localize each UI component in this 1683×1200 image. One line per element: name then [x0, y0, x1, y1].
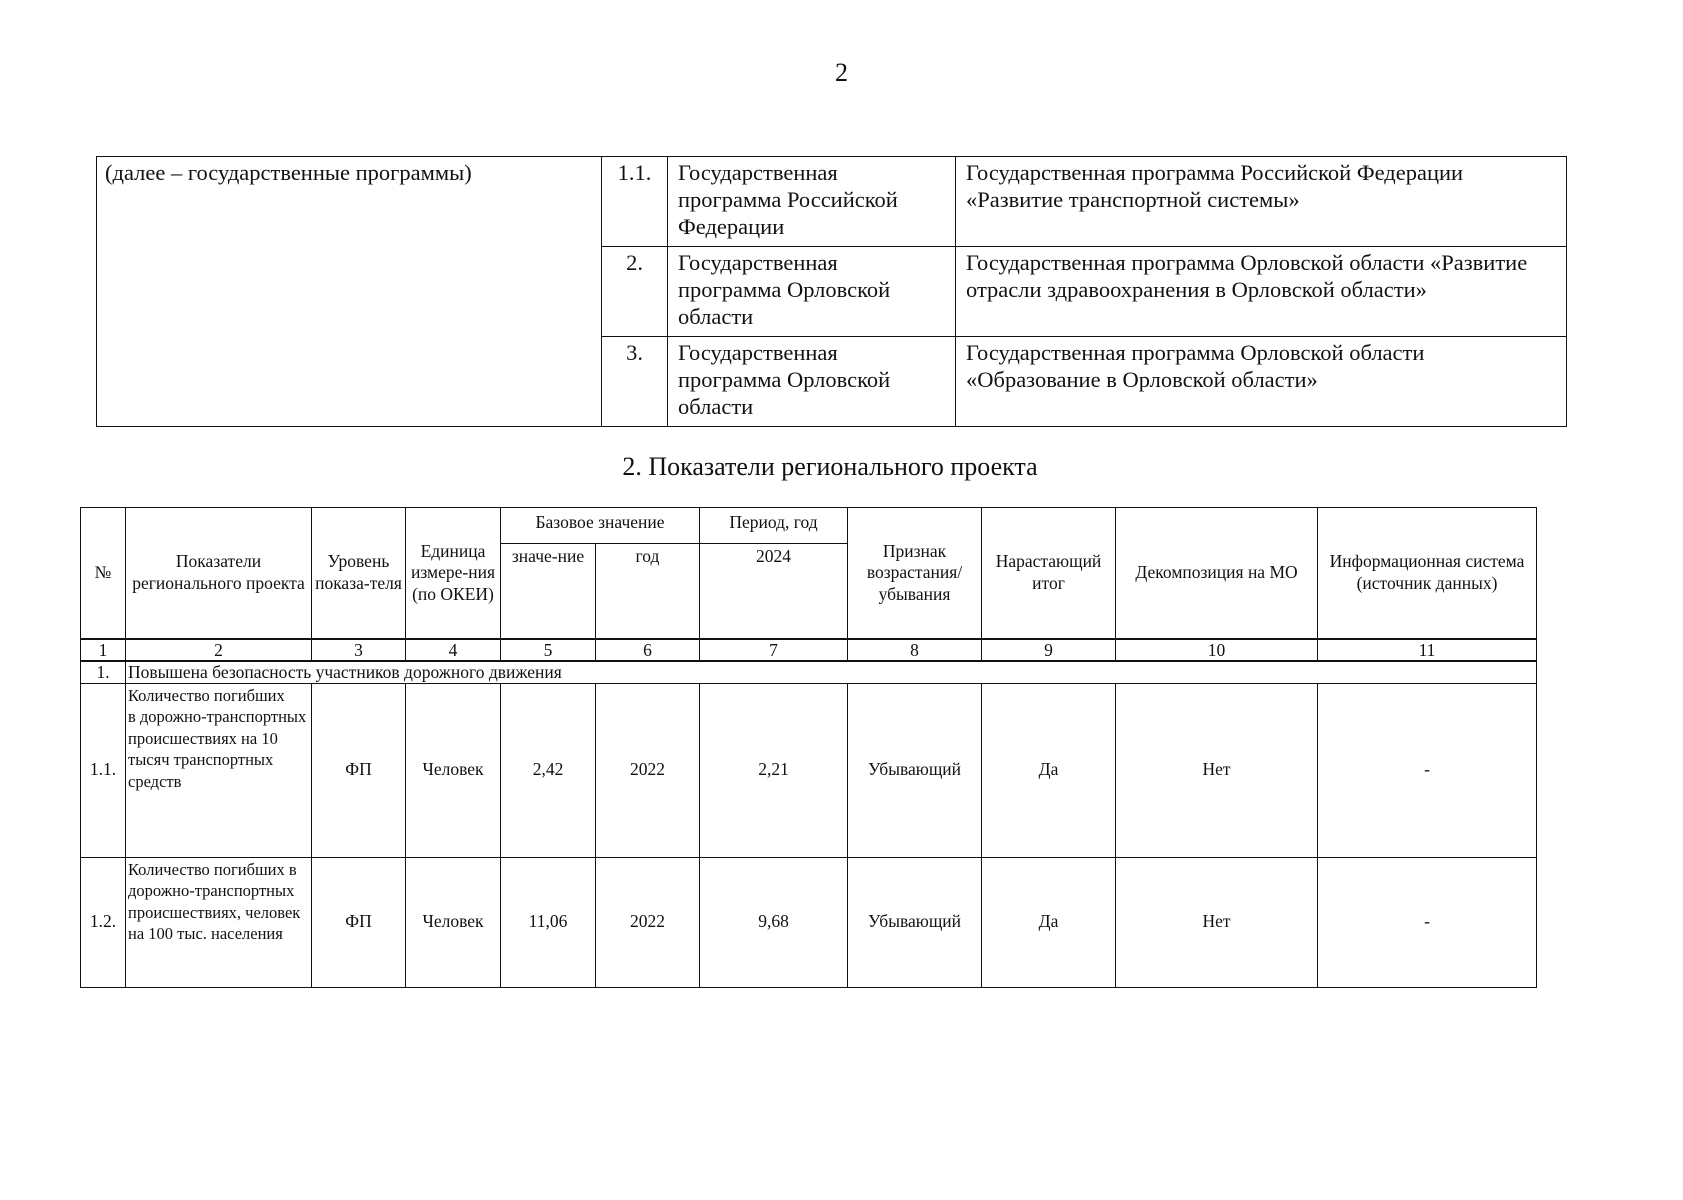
table-row — [81, 683, 1537, 857]
column-number: 8 — [848, 639, 982, 661]
program-number: 2. — [602, 247, 668, 337]
goal-number: 1. — [81, 661, 126, 684]
period-value: 2,21 — [700, 683, 848, 857]
header-level: Уровень показа-теля — [312, 508, 406, 639]
decomposition-value: Нет — [1116, 857, 1318, 987]
header-decomposition: Декомпозиция на МО — [1116, 508, 1318, 639]
indicator-unit: Человек — [406, 683, 501, 857]
header-period-year: 2024 — [700, 544, 848, 639]
program-name: Государственная программа Орловской области «Образование в Орловской области» — [956, 337, 1567, 427]
column-number: 4 — [406, 639, 501, 661]
decomposition-value: Нет — [1116, 683, 1318, 857]
indicator-level: ФП — [312, 857, 406, 987]
program-type: Государственная программа Орловской области — [668, 247, 956, 337]
program-name: Государственная программа Орловской области «Развитие отрасли здравоохранения в Орловской области» — [956, 247, 1567, 337]
indicator-name: Количество погибших в дорожно-транспортных происшествиях, человек на 100 тыс. населения — [126, 857, 312, 987]
base-value: 11,06 — [501, 857, 596, 987]
indicator-level: ФП — [312, 683, 406, 857]
cumulative-value: Да — [982, 857, 1116, 987]
row-number: 1.1. — [81, 683, 126, 857]
row-number: 1.2. — [81, 857, 126, 987]
programs-table — [96, 156, 1567, 427]
indicators-table — [80, 507, 1537, 988]
column-number: 6 — [596, 639, 700, 661]
header-base-year: год — [596, 544, 700, 639]
header-sign: Признак возрастания/ убывания — [848, 508, 982, 639]
column-number: 7 — [700, 639, 848, 661]
period-value: 9,68 — [700, 857, 848, 987]
program-number: 3. — [602, 337, 668, 427]
page-number: 2 — [835, 58, 848, 87]
section-title: 2. Показатели регионального проекта — [622, 452, 1038, 481]
info-system-value: - — [1318, 857, 1537, 987]
base-year: 2022 — [596, 857, 700, 987]
indicator-name: Количество погибших в дорожно-транспортных происшествиях на 10 тысяч транспортных средств — [126, 683, 312, 857]
column-number: 10 — [1116, 639, 1318, 661]
header-base: Базовое значение — [501, 508, 700, 544]
header-base-value: значе-ние — [501, 544, 596, 639]
program-name: Государственная программа Российской Федерации «Развитие транспортной системы» — [956, 157, 1567, 247]
goal-text: Повышена безопасность участников дорожного движения — [126, 661, 1537, 684]
header-unit: Единица измере-ния (по ОКЕИ) — [406, 508, 501, 639]
column-number: 5 — [501, 639, 596, 661]
header-cumulative: Нарастающий итог — [982, 508, 1116, 639]
column-number: 11 — [1318, 639, 1537, 661]
programs-left-cell: (далее – государственные программы) — [97, 157, 602, 427]
table-row — [81, 857, 1537, 987]
program-type: Государственная программа Российской Федерации — [668, 157, 956, 247]
base-year: 2022 — [596, 683, 700, 857]
cumulative-value: Да — [982, 683, 1116, 857]
column-number: 2 — [126, 639, 312, 661]
base-value: 2,42 — [501, 683, 596, 857]
sign-value: Убывающий — [848, 857, 982, 987]
column-number: 1 — [81, 639, 126, 661]
program-number: 1.1. — [602, 157, 668, 247]
column-number: 9 — [982, 639, 1116, 661]
header-indicator: Показатели регионального проекта — [126, 508, 312, 639]
header-no: № — [81, 508, 126, 639]
info-system-value: - — [1318, 683, 1537, 857]
program-type: Государственная программа Орловской области — [668, 337, 956, 427]
column-number: 3 — [312, 639, 406, 661]
indicator-unit: Человек — [406, 857, 501, 987]
header-info-system: Информационная система (источник данных) — [1318, 508, 1537, 639]
header-period: Период, год — [700, 508, 848, 544]
sign-value: Убывающий — [848, 683, 982, 857]
